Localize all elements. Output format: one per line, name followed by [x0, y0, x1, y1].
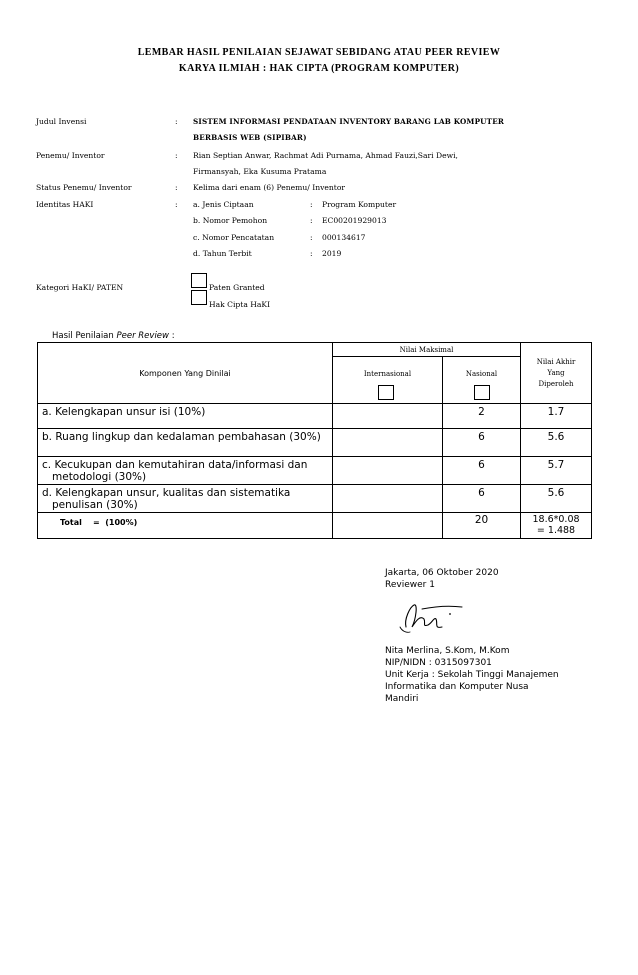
row-label-d: d. Kelengkapan unsur, kualitas dan sistematika penulisan (30%)	[38, 485, 333, 513]
international-label: Internasional	[363, 370, 412, 378]
row-final-a: 1.7	[521, 404, 592, 429]
status-value: Kelima dari enam (6) Penemu/ Inventor	[193, 183, 346, 192]
haki-label: Identitas HAKI	[36, 200, 94, 209]
row-international-d	[333, 485, 443, 513]
row-final-b: 5.6	[521, 429, 592, 457]
col-header-international	[333, 357, 443, 404]
judul-label: Judul Invensi	[36, 117, 87, 126]
table-row	[38, 457, 592, 485]
row-label-a: a. Kelengkapan unsur isi (10%)	[38, 404, 333, 429]
place-date: Jakarta, 06 Oktober 2020	[385, 568, 499, 578]
review-caption-prefix: Hasil Penilaian	[52, 331, 117, 341]
row-label-c: c. Kecukupan dan kemutahiran data/informasi dan metodologi (30%)	[38, 457, 333, 485]
status-label: Status Penemu/ Inventor	[36, 183, 132, 192]
document-title: LEMBAR HASIL PENILAIAN SEJAWAT SEBIDANG ATAU PEER REVIEW	[137, 47, 501, 58]
paten-granted-label: Paten Granted	[209, 283, 265, 292]
paten-granted-checkbox[interactable]	[191, 273, 207, 288]
colon: :	[310, 233, 313, 242]
colon: :	[175, 183, 178, 192]
haki-key-jenis: a. Jenis Ciptaan	[193, 200, 254, 209]
peer-review-table	[37, 342, 592, 539]
row-national-a: 2	[443, 404, 521, 429]
table-row	[38, 429, 592, 457]
row-international-a	[333, 404, 443, 429]
document-subtitle: KARYA ILMIAH : HAK CIPTA (PROGRAM KOMPUTER)	[178, 63, 460, 74]
haki-key-pencatatan: c. Nomor Pencatatan	[193, 233, 275, 242]
row-final-c: 5.7	[521, 457, 592, 485]
penemu-label: Penemu/ Inventor	[36, 151, 105, 160]
total-final-result: = 1.488	[536, 525, 576, 536]
haki-value-pemohon: EC00201929013	[322, 216, 387, 225]
col-header-national	[443, 357, 521, 404]
colon: :	[175, 117, 178, 126]
penemu-value-continued: Firmansyah, Eka Kusuma Pratama	[193, 167, 327, 176]
total-final-formula: 18.6*0.08	[532, 514, 580, 525]
col-header-max: Nilai Maksimal	[333, 343, 521, 357]
total-international	[333, 513, 443, 539]
row-international-b	[333, 429, 443, 457]
total-national: 20	[443, 513, 521, 539]
col-header-final: Nilai Akhir Yang Diperoleh	[521, 343, 592, 404]
review-caption-italic: Peer Review	[116, 331, 169, 341]
row-international-c	[333, 457, 443, 485]
row-national-d: 6	[443, 485, 521, 513]
colon: :	[310, 216, 313, 225]
reviewer-name: Nita Merlina, S.Kom, M.Kom	[385, 646, 510, 656]
table-row	[38, 404, 592, 429]
reviewer-signature	[398, 597, 472, 637]
reviewer-label: Reviewer 1	[385, 580, 435, 590]
col-header-component: Komponen Yang Dinilai	[38, 343, 333, 404]
total-label: Total = (100%)	[38, 513, 333, 539]
haki-value-tahun: 2019	[322, 249, 342, 258]
reviewer-unit-continued: Informatika dan Komputer Nusa	[385, 682, 529, 692]
row-final-d: 5.6	[521, 485, 592, 513]
reviewer-nip: NIP/NIDN : 0315097301	[385, 658, 492, 668]
international-checkbox[interactable]	[378, 385, 394, 400]
national-label: Nasional	[465, 370, 498, 378]
hak-cipta-checkbox[interactable]	[191, 290, 207, 305]
hak-cipta-label: Hak Cipta HaKI	[209, 300, 271, 309]
table-row	[38, 485, 592, 513]
haki-value-jenis: Program Komputer	[322, 200, 397, 209]
colon: :	[175, 151, 178, 160]
judul-value-continued: BERBASIS WEB (SIPIBAR)	[193, 133, 307, 142]
total-final	[521, 513, 592, 539]
judul-value: SISTEM INFORMASI PENDATAAN INVENTORY BARANG LAB KOMPUTER	[193, 117, 505, 126]
colon: :	[310, 200, 313, 209]
penemu-value: Rian Septian Anwar, Rachmat Adi Purnama, Ahmad Fauzi,Sari Dewi,	[193, 151, 458, 160]
row-national-c: 6	[443, 457, 521, 485]
row-national-b: 6	[443, 429, 521, 457]
haki-key-pemohon: b. Nomor Pemohon	[193, 216, 268, 225]
colon: :	[310, 249, 313, 258]
national-checkbox[interactable]	[474, 385, 490, 400]
reviewer-unit-continued-2: Mandiri	[385, 694, 419, 704]
review-caption-suffix: :	[169, 331, 175, 341]
table-row-total	[38, 513, 592, 539]
haki-value-pencatatan: 000134617	[322, 233, 366, 242]
reviewer-unit: Unit Kerja : Sekolah Tinggi Manajemen	[385, 670, 559, 680]
review-caption	[52, 331, 175, 341]
kategori-label: Kategori HaKI/ PATEN	[36, 283, 124, 292]
haki-key-tahun: d. Tahun Terbit	[193, 249, 252, 258]
row-label-b: b. Ruang lingkup dan kedalaman pembahasan (30%)	[38, 429, 333, 457]
colon: :	[175, 200, 178, 209]
